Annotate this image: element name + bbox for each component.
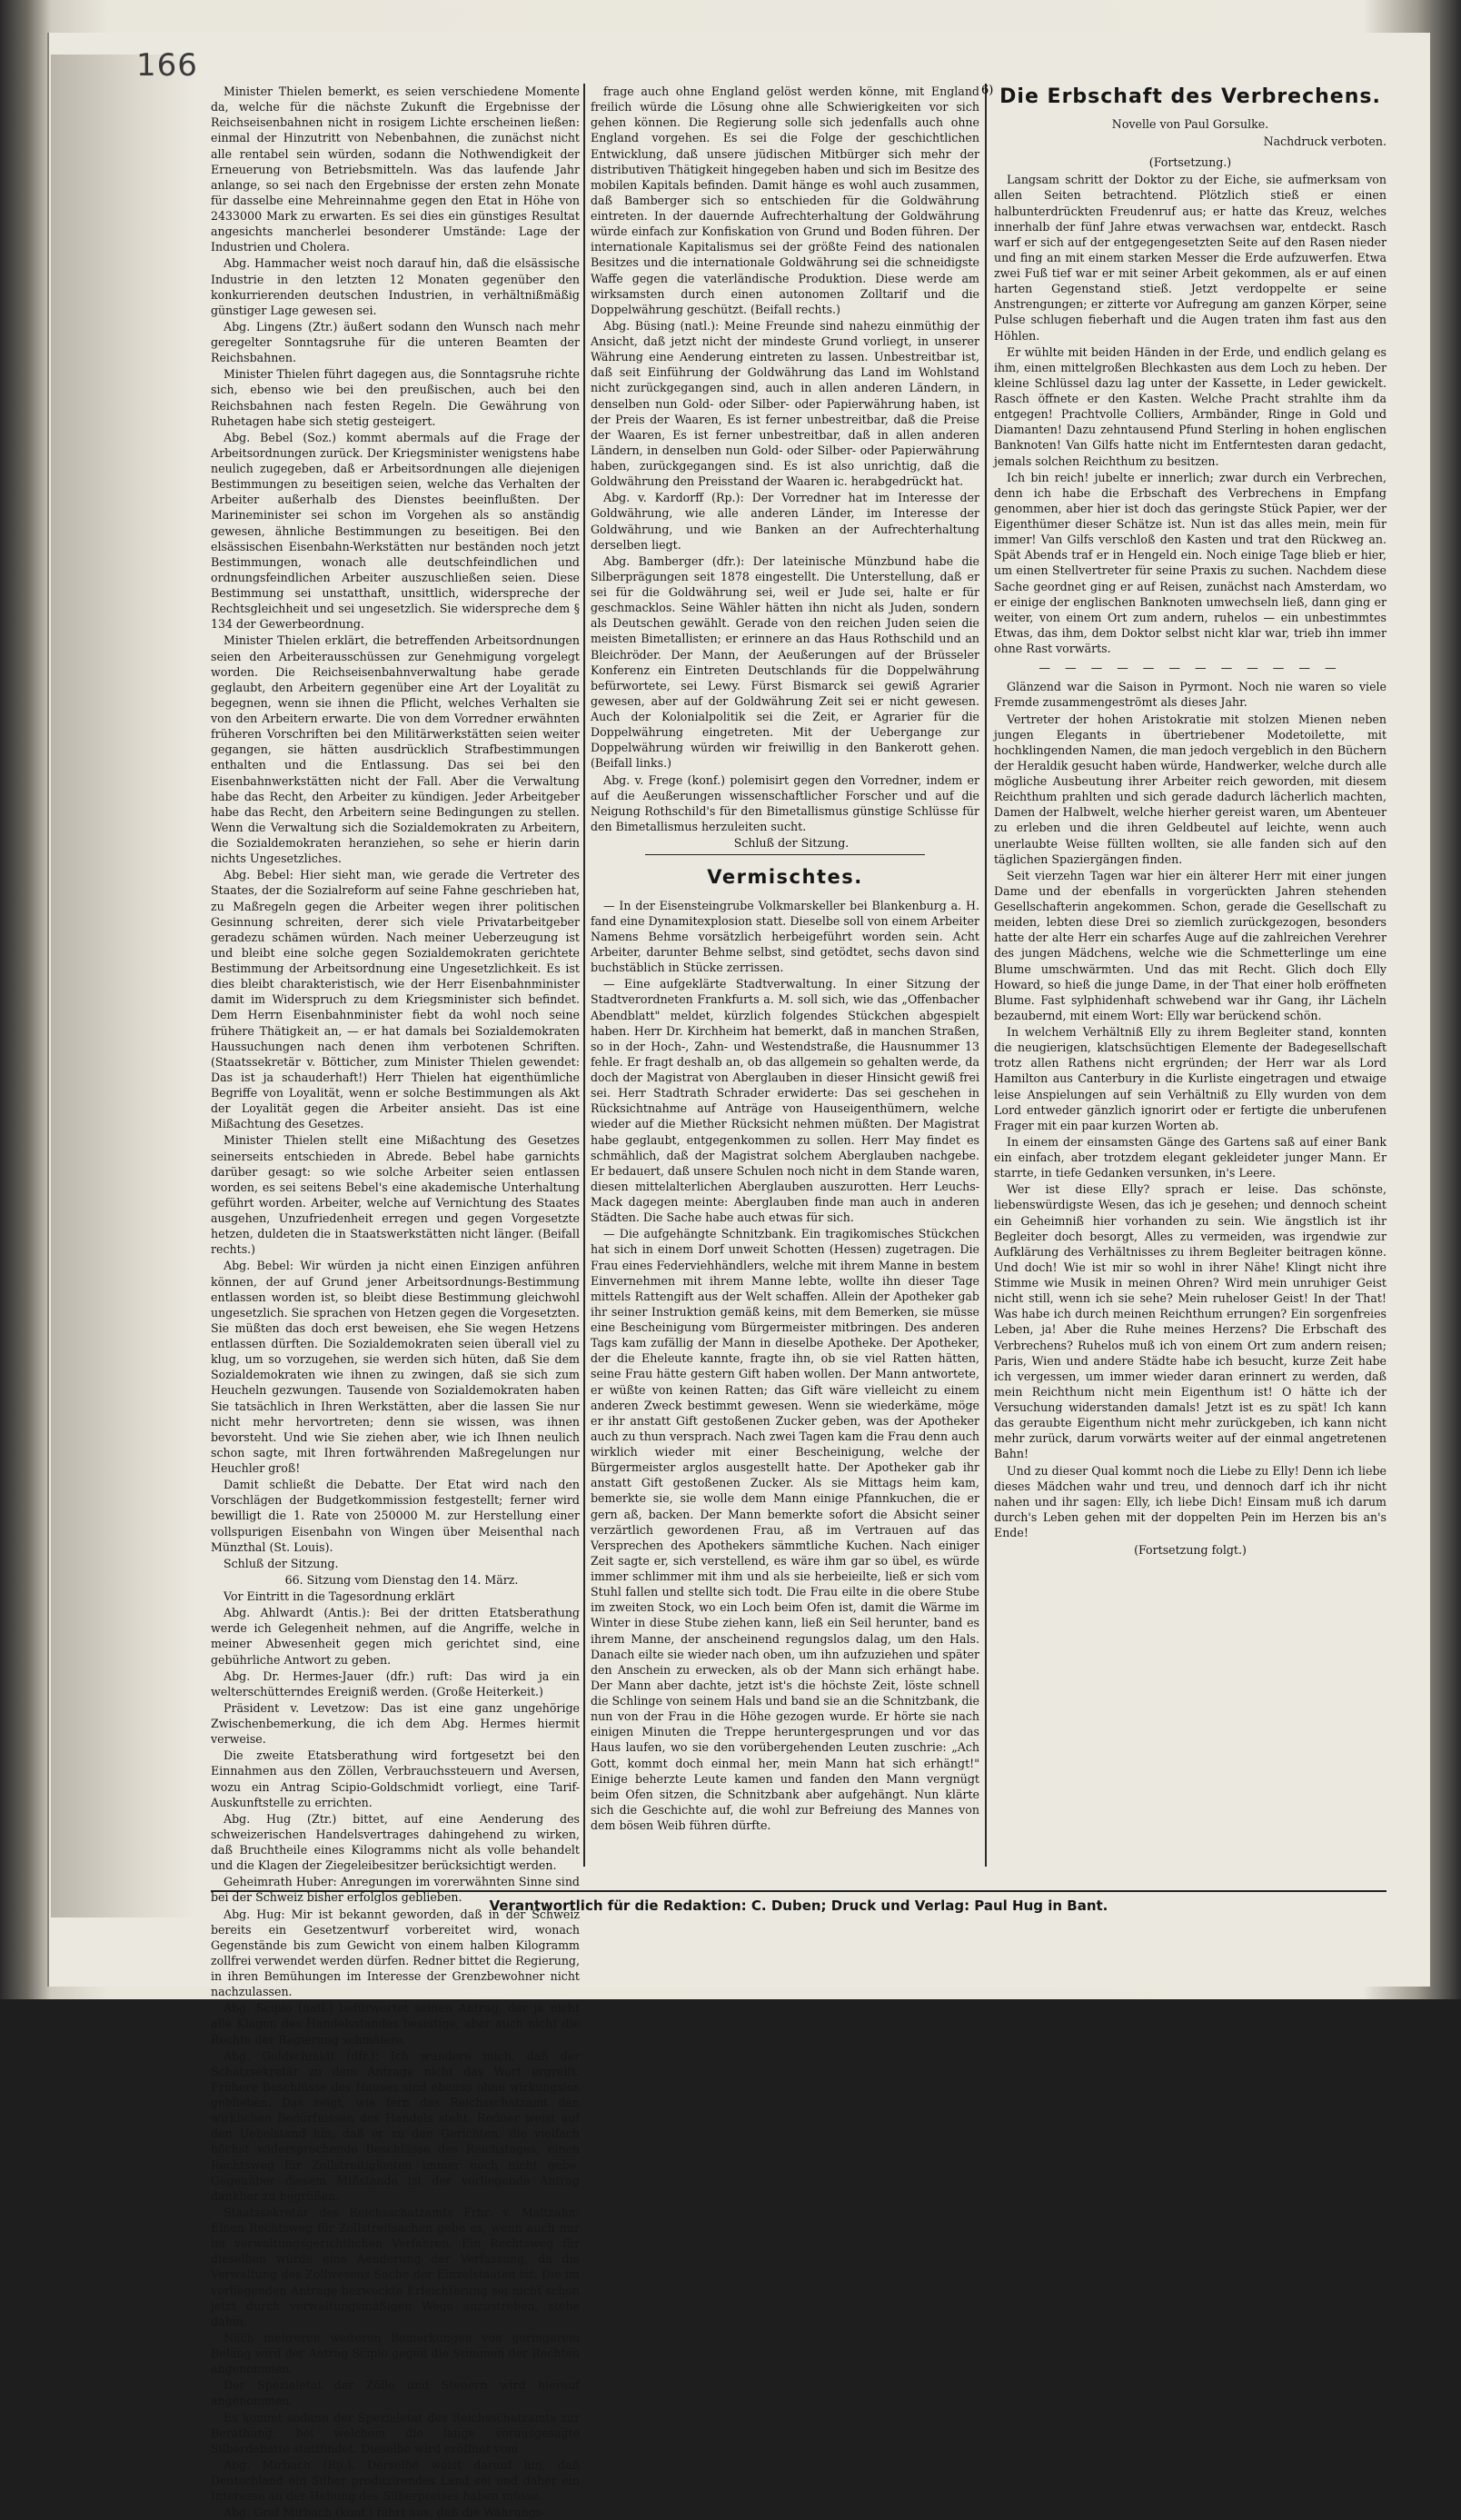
reprint-notice: Nachdruck verboten. xyxy=(1263,134,1386,149)
paragraph: Minister Thielen führt dagegen aus, die Sonntagsruhe richte sich, ebenso wie bei den preußischen, auch bei den Reichsbahnen nach festen Regeln. Die Gewährung von Ruhetagen habe sich stetig gesteigert. xyxy=(211,367,580,428)
paragraph: Schluß der Sitzung. xyxy=(224,1556,339,1570)
paragraph: Minister Thielen erklärt, die betreffenden Arbeitsordnungen seien den Arbeiterausschüssen zur Genehmigung vorgelegt worden. Die Reichseisenbahnverwaltung habe gerade geglaubt, den Arbeitern gegenüber eine Art der Loyalität zu begegnen, wenn sie ihnen die Pflicht, welches Verhalten sie von den Arbeitern erwarte. Die von dem Vorredner erwähnten früheren Vorschriften bei den Militärwerkstätten seien weiter gegangen, sie hätten ausdrücklich Strafbestimmungen enthalten und die Entlassung. Das sei bei den Eisenbahnwerkstätten nicht der Fall. Aber die Verwaltung habe das Recht, den Arbeiter zu kündigen. Jeder Arbeitgeber habe das Recht, den Arbeitern seine Bedingungen zu stellen. Wenn die Verwaltung sich die Sozialdemokraten zu Arbeitern, die Sozialdemokraten heranziehen, so sehe er hierin darin nichts Ungesetzliches. xyxy=(211,633,580,866)
paragraph: Vor Eintritt in die Tagesordnung erklärt xyxy=(224,1589,455,1603)
story-title: Die Erbschaft des Verbrechens. xyxy=(999,85,1381,108)
paragraph: Glänzend war die Saison in Pyrmont. Noch nie waren so viele Fremde zusammengeströmt als dieses Jahr. xyxy=(994,680,1386,710)
paragraph: Vertreter der hohen Aristokratie mit stolzen Mienen neben jungen Elegants in übertriebener Modetoilette, mit hochklingenden Namen, die man jedoch vergeblich in den Büchern der Heraldik gesucht haben würde, Handwerker, welche durch alle mögliche Ausbeutung ihrer Arbeiter reich geworden, mit diesem Reichthum prahlten und sich gerade dadurch lächerlich machten, Damen der Halbwelt, welche hierher gereist waren, um Abenteuer zu erleben und die ihren Geldbeutel auf leichte, wenn auch unerlaubte Weise füllten wollten, sie alle fanden sich auf den täglichen Spaziergängen finden. xyxy=(994,712,1386,866)
paragraph: Abg. Bebel: Wir würden ja nicht einen Einzigen anführen können, der auf Grund jener Arbeitsordnungs-Bestimmung entlassen worden ist, so bleibt diese Bestimmung gleichwohl ungesetzlich. Sie sprachen von Hetzen gegen die Vorgesetzten. Sie müßten das doch erst beweisen, ehe Sie wegen Hetzens entlassen dürften. Die Sozialdemokraten seien überall viel zu klug, um so vorzugehen, sie werden sich hüten, daß Sie dem Sozialdemokraten wie ihnen zu zwingen, daß sie sich zum Heucheln gezwungen. Tausende von Sozialdemokraten haben Sie tatsächlich in Ihren Werkstätten, aber die lassen Sie nur nicht mehr hervortreten; denn sie wissen, was ihnen bevorsteht. Und wie Sie ziehen aber, wie ich Ihnen neulich schon sagte, mit Ihren fortwährenden Maßregelungen nur Heuchler groß! xyxy=(211,1259,580,1475)
paragraph: In einem der einsamsten Gänge des Gartens saß auf einer Bank ein einfach, aber trotzdem elegant gekleideter junger Mann. Er starrte, in tiefe Gedanken versunken, in's Leere. xyxy=(994,1134,1386,1180)
paragraph: Präsident v. Levetzow: Das ist eine ganz ungehörige Zwischenbemerkung, die ich dem Abg. Hermes hiermit verweise. xyxy=(211,1700,580,1747)
paragraph: Abg. Büsing (natl.): Meine Freunde sind nahezu einmüthig der Ansicht, daß jetzt nicht der mindeste Grund vorliegt, in unserer Währung eine Aenderung eintreten zu lassen. Unbestreitbar ist, daß seit Einführung der Goldwährung das Land im Wohlstand nicht zurückgegangen sind, auch in allen anderen Ländern, in denselben nun Gold- oder Silber- oder Papierwährung haben, ist der Preis der Waaren, Es ist ferner unbestreitbar, daß die Preise der Waaren, Es ist ferner unbestreitbar, daß in allen anderen Ländern, in denselben nun Gold- oder Silber- oder Papierwährung haben, zurückgegangen sind. Es ist also unrichtig, daß die Goldwährung den Preisstand der Waaren ic. herabgedrückt hat. xyxy=(591,318,979,489)
paragraph: Geheimrath Huber: Anregungen im vorerwähnten Sinne sind bei der Schweiz bisher erfolglos geblieben. xyxy=(211,1875,580,1905)
paragraph: Staatssekretär des Reichsschatzamts Frhr. v. Maltzahn: Einen Rechtsweg für Zollstreitsachen gebe es, wenn auch nur im verwaltungsgerichtlichen Verfahren. Ein Rechtsweg für dieselben würde eine Aenderung der Verfassung, da die Verwaltung des Zollwesens Sache der Einzelstaaten ist. Die im vorliegenden Antrage bezweckte Erleichterung sei nicht schon jetzt durch verwaltungsmäßigen Wege anzustreben, stehe dahin. xyxy=(211,2205,580,2328)
paragraph: Minister Thielen bemerkt, es seien verschiedene Momente da, welche für die nächste Zukunft die Ergebnisse der Reichseisenbahnen nicht in rosigem Lichte erscheinen ließen: einmal der Hinzutritt von Nebenbahnen, die zunächst nicht alle rentabel sein würden, sodann die Nothwendigkeit der Erneuerung von Betriebsmitteln. Was das laufende Jahr anlange, so sei nach den Ergebnisse der ersten zehn Monate für dasselbe eine Mehreinnahme gegen den Etat in Höhe von 2433000 Mark zu erwarten. Es sei dies ein günstiges Resultat angesichts mancherlei besonderer Umstände: Lage der Industrien und Cholera. xyxy=(211,85,580,254)
paragraph: Ich bin reich! jubelte er innerlich; zwar durch ein Verbrechen, denn ich habe die Erbschaft des Verbrechens in Empfang genommen, aber hier ist doch das geringste Stück Papier, wer der Eigenthümer dieser Schätze ist. Nun ist das alles mein, mein für immer! Van Gilfs verschloß den Kasten und trat den Rückweg an. Spät Abends traf er in Hengeld ein. Noch einige Tage blieb er hier, um einen Stellvertreter für seine Praxis zu suchen. Nachdem diese Sache geordnet ging er auf Reisen, zunächst nach Amsterdam, wo er einige der englischen Banknoten umwechseln ließ, dann ging er weiter, von einem Ort zum andern, ruhelos — ein unbestimmtes Etwas, das ihm, dem Doktor selbst nicht klar war, trieb ihn immer ohne Rast vorwärts. xyxy=(994,470,1386,656)
paragraph: Minister Thielen stellt eine Mißachtung des Gesetzes seinerseits entschieden in Abrede. Bebel habe garnichts darüber gesagt: so wie solche Arbeiter seien entlassen worden, es sei seitens Bebel's eine akademische Unterhaltung geführt worden. Arbeiter, welche auf Vernichtung des Staates ausgehen, Unzufriedenheit erregen und gegen Vorgesetzte hetzen, duldeten die in Staatswerkstätten nicht länger. (Beifall rechts.) xyxy=(211,1133,580,1257)
column-serial-novel xyxy=(994,84,1386,1865)
scene-break: — — — — — — — — — — — — xyxy=(1039,661,1342,675)
news-item: — Eine aufgeklärte Stadtverwaltung. In einer Sitzung der Stadtverordneten Frankfurts a. M. soll sich, wie das „Offenbacher Abendblatt" meldet, kürzlich folgendes Stückchen abgespielt haben. Herr Dr. Kirchheim hat bemerkt, daß in manchen Straßen, so in der Hoch-, Zahn- und Westendstraße, die Hausnummer 13 fehle. Er fragt deshalb an, ob das allgemein so gehalten werde, da doch der Magistrat von Aberglauben in dieser Hinsicht gewiß frei sei. Herr Stadtrath Schrader erwiderte: Das sei geschehen in Rücksichtnahme auf Anträge von Hauseigenthümern, welche wieder auf die Miether Rücksicht nehmen müßten. Der Magistrat habe geglaubt, entgegenkommen zu sollen. Herr May findet es schmählich, daß der Magistrat solchem Aberglauben nachgebe. Er bedauert, daß unsere Schulen noch nicht in dem Stande waren, diesen mittelalterlichen Aberglauben auszurotten. Herr Leuchs-Mack dagegen meinte: Aberglauben finde man auch in anderen Städten. Die Sache habe auch etwas für sich. xyxy=(591,977,979,1225)
page-number: 166 xyxy=(136,47,198,84)
paragraph: Die zweite Etatsberathung wird fortgesetzt bei den Einnahmen aus den Zöllen, Verbrauchssteuern und Aversen, wozu ein Antrag Scipio-Goldschmidt vorliegt, eine Tarif-Auskunftstelle zu errichten. xyxy=(211,1748,580,1809)
paragraph: Abg. Hug: Mir ist bekannt geworden, daß in der Schweiz bereits ein Gesetzentwurf vorbereitet wird, wonach Gegenstände bis zum Gewicht von einem halben Kilogramm zollfrei verwendet werden dürfen. Redner bittet die Regierung, in ihren Bemühungen im Interesse der Grenzbewohner nicht nachzulassen. xyxy=(211,1907,580,1999)
paragraph: Es kommt sodann der Spezialetat des Reichsschatzamts zur Berathung, bei welchem die lange vorausgesagte Silberdebatte stattfindet. Dieselbe wird eröffnet vom xyxy=(211,2410,580,2455)
column-parliament-report xyxy=(211,84,580,2520)
paragraph: Abg. Bamberger (dfr.): Der lateinische Münzbund habe die Silberprägungen seit 1878 eingestellt. Die Unterstellung, daß er sei für die Goldwährung sei, weil er Jude sei, halte er für geschmacklos. Seine Wähler hätten ihn nicht als Juden, sondern als Deutschen gewählt. Gerade von den reichen Juden seien die meisten Bimetallisten; er erinnere an das Haus Rothschild und an Bleichröder. Der Mann, der Aeußerungen auf der Brüsseler Konferenz ein Eintreten Deutschlands für die Doppelwährung befürwortete, sei Lewy. Fürst Bismarck sei gewiß Agrarier gewesen, aber auf der Goldwährung Zeit sei er nicht gewesen. Auch der Kolonialpolitik sei die Zeit, er Agrarier für die Doppelwährung eingetreten. Mit der Uebergange zur Doppelwährung würden wir freiwillig in den Bankerott gehen. (Beifall links.) xyxy=(591,553,979,771)
paragraph: Abg. Mirbach (Rp.). Derselbe weist darauf hin, daß Deutschland ein Silber produzirendes Land sei und daher ein Interesse an der Hebung des Silberpreises haben müsse. xyxy=(211,2457,580,2504)
story-subtitle: Novelle von Paul Gorsulke. xyxy=(1111,116,1269,131)
continuation-note: (Fortsetzung.) xyxy=(1148,155,1232,170)
column-rule xyxy=(985,84,987,1867)
news-item: — Die aufgehängte Schnitzbank. Ein tragikomisches Stückchen hat sich in einem Dorf unweit Schotten (Hessen) zugetragen. Die Frau eines Federviehhändlers, welche mit ihrem Manne in bestem Einvernehmen mit ihrem Manne lebte, wollte ihn dieser Tage mittels Rattengift aus der Welt schaffen. Allein der Apotheker gab ihr seiner Instruktion gemäß keins, mit dem Bemerken, sie müsse eine Bescheinigung vom Bürgermeister mitbringen. Des anderen Tags kam zufällig der Mann in dieselbe Apotheke. Der Apotheker, der die Eheleute kannte, fragte ihn, ob sie viel Ratten hätten, seine Frau hätte gestern Gift haben wollen. Der Mann antwortete, er wüßte von keinen Ratten; das Gift wäre vielleicht zu einem anderen Zweck bestimmt gewesen. Wenn sie wiederkäme, möge er ihr anstatt Gift gestoßenen Zucker geben, was der Apotheker auch zu thun versprach. Nach zwei Tagen kam die Frau denn auch wirklich wieder mit einer Bescheinigung, welche der Bürgermeister arglos ausgestellt hatte. Der Apotheker gab ihr anstatt Gift gestoßenen Zucker. Als sie Mittags heim kam, bemerkte sie, sie wolle dem Mann einige Pfannkuchen, die er gern aß, backen. Der Mann bemerkte sofort die Absicht seiner verzärtlich gewordenen Frau, aß im Vertrauen auf das Versprechen des Apothekers sämmtliche Kuchen. Nach einiger Zeit sagte er, sich verstellend, es wäre ihm gar so übel, es würde immer schlimmer mit ihm und als sie herbeieilte, ließ er sich vom Stuhl fallen und stellte sich todt. Die Frau eilte in die obere Stube im zweiten Stock, wo ein Loch beim Ofen ist, damit die Wärme im Winter in diese Stube ziehen kann, ließ ein Seil herunter, band es ihrem Manne, der anscheinend regungslos dalag, um den Hals. Danach eilte sie wieder nach oben, um ihn aufzuziehen und später den Anschein zu erwecken, als ob der Mann sich erhängt habe. Der Mann aber dachte, jetzt ist's die höchste Zeit, löste schnell die Schlinge von seinem Hals und band sie an die Schnitzbank, die nun von der Frau in die Höhe gezogen wurde. Er hörte sie nach einigen Minuten die Treppe heruntergesprungen und vor das Haus laufen, wo sie den vorübergehenden Leuten zuschrie: „Ach Gott, kommt doch einmal her, mein Mann hat sich erhängt!" Einige beherzte Leute kamen und fanden den Mann vergnügt beim Ofen sitzen, die Schnitzbank aber aufgehängt. Nun klärte sich die Geschichte auf, die wohl zur Befreiung des Mannes von dem bösen Weib führen dürfte. xyxy=(591,1227,979,1833)
paragraph: frage auch ohne England gelöst werden könne, mit England freilich würde die Lösung ohne alle Schwierigkeiten vor sich gehen können. Die Regierung solle sich jedenfalls auch ohne England vorgehen. Es sei die Folge der geschichtlichen Entwicklung, daß unsere jüdischen Mitbürger sich mehr der distributiven Thätigkeit hingegeben haben und sich im Besitze des mobilen Kapitals befinden. Damit hänge es wohl auch zusammen, daß Bamberger sich so entschieden für die Goldwährung eintreten. In der dauernde Aufrechterhaltung der Goldwährung würde einfach zur Konfiskation von Grund und Boden führen. Der internationale Kapitalismus sei der größte Feind des nationalen Besitzes und die internationale Goldwährung sei die schneidigste Waffe gegen die vaterländische Produktion. Diese werde am wirksamsten durch einen autonomen Zolltarif und die Doppelwährung geschützt. (Beifall rechts.) xyxy=(591,85,979,316)
news-item: — In der Eisensteingrube Volkmarskeller bei Blankenburg a. H. fand eine Dynamitexplosion statt. Dieselbe soll von einem Arbeiter Namens Behme vorsätzlich herbeigeführt worden sein. Acht Arbeiter, darunter Behme selbst, sind getödtet, sechs davon sind buchstäblich in Stücke zerrissen. xyxy=(591,898,979,975)
misc-section-heading: Vermischtes. xyxy=(707,866,863,889)
column-parliament-and-misc xyxy=(591,84,979,1865)
paragraph: Der Spezialetat der Zölle und Steuern wird hierauf angenommen. xyxy=(211,2378,580,2408)
paragraph: Abg. Lingens (Ztr.) äußert sodann den Wunsch nach mehr geregelter Sonntagsruhe für die unteren Beamten der Reichsbahnen. xyxy=(211,319,580,365)
to-be-continued-note: (Fortsetzung folgt.) xyxy=(1134,1543,1247,1558)
paragraph: Langsam schritt der Doktor zu der Eiche, sie aufmerksam von allen Seiten betrachtend. Plötzlich stieß er einen halbunterdrückten Freudenruf aus; er hatte das Kreuz, welches innerhalb der fünf Jahre etwas verwachsen war, entdeckt. Rasch warf er sich auf der entgegengesetzten Seite auf den Rasen nieder und fing an mit einem starken Messer die Erde aufzuwerfen. Etwa zwei Fuß tief war er mit seiner Arbeit gekommen, als er auf einen harten Gegenstand stieß. Jetzt verdoppelte er seine Anstrengungen; er zitterte vor Aufregung am ganzen Körper, seine Pulse schlugen fieberhaft und die Augen traten ihm fast aus den Höhlen. xyxy=(994,173,1386,343)
imprint-footer: Verantwortlich für die Redaktion: C. Duben; Druck und Verlag: Paul Hug in Bant. xyxy=(211,1890,1386,1914)
paragraph: Und zu dieser Qual kommt noch die Liebe zu Elly! Denn ich liebe dieses Mädchen wahr und treu, und dennoch darf ich ihr nicht nahen und ihr sagen: Elly, ich liebe Dich! Einsam muß ich darum durch's Leben gehen mit der doppelten Pein im Herzen bis an's Ende! xyxy=(994,1463,1386,1540)
paragraph: Abg. Ahlwardt (Antis.): Bei der dritten Etatsberathung werde ich Gelegenheit nehmen, auf die Angriffe, welche in meiner Abwesenheit gegen mich gerichtet sind, eine gebührliche Antwort zu geben. xyxy=(211,1606,580,1667)
paragraph: Abg. Hammacher weist noch darauf hin, daß die elsässische Industrie in den letzten 12 Monaten gegenüber den konkurrierenden deutschen Industrien, in verhältnißmäßig günstiger Lage gewesen sei. xyxy=(211,256,580,317)
paragraph: Abg. Goldschmidt (dfr.): Ich wundere mich, daß der Schatzsekretär zu dem Antrage nicht das Wort ergreift. Frühere Beschlüsse des Hauses sind ebenso ohne wirkungslos geblieben. Das zeigt, wie fern das Reichsschatzamt den wirklichen Bedürfnissen des Handels steht. Redner weist auf den Uebelstand hin, daß er zu den Gerichten, die vielfach höchst widersprechende Beschlüsse des Reichstages, einen Rechtsweg für Zollstreitigkeiten immer noch nicht gebe. Gegenüber diesem Mißstande ist der vorliegende Antrag dankbar zu begrüßen. xyxy=(211,2048,580,2203)
paragraph: Abg. v. Frege (konf.) polemisirt gegen den Vorredner, indem er auf die Aeußerungen wissenschaftlicher Forscher und auf die Neigung Rothschild's für den Bimetallismus günstige Schlüsse für den Bimetallismus herzuleiten sucht. xyxy=(591,772,979,833)
paragraph: Abg. Hug (Ztr.) bittet, auf eine Aenderung des schweizerischen Handelsvertrages dahingehend zu wirken, daß Bruchtheile eines Kilogramms nicht als volle behandelt und die Klagen der Ziegeleibesitzer berücksichtigt werden. xyxy=(211,1811,580,1873)
paragraph: Wer ist diese Elly? sprach er leise. Das schönste, liebenswürdigste Wesen, das ich je gesehen; und dennoch scheint ein Geheimniß hier vorhanden zu sein. Wie ängstlich ist ihr Begleiter doch besorgt, Alles zu vermeiden, was irgendwie zur Aufklärung des Verhältnisses zu ihrem Begleiter beitragen könne. Und doch! Wie ist mir so wohl in ihrer Nähe! Klingt nicht ihre Stimme wie Musik in meinen Ohren? Wird mein unruhiger Geist nicht still, wenn ich sie sehe? Mein ruheloser Geist! In der That! Was habe ich durch meinen Reichthum errungen? Ein sorgenfreies Leben, ja! Aber die Ruhe meines Herzens? Die Erbschaft des Verbrechens? Ruhelos muß ich von einem Ort zum andern reisen; Paris, Wien und andere Städte habe ich besucht, kurze Zeit habe ich vergessen, um immer wieder daran erinnert zu werden, daß mein Reichthum nicht mein Eigenthum ist! O hätte ich der Versuchung widerstanden damals! Jetzt ist es zu spät! Ich kann das geraubte Eigenthum nicht mehr zurückgeben, ich kann nicht mehr zurück, darum vorwärts weiter auf der einmal angetretenen Bahn! xyxy=(994,1182,1386,1461)
paragraph: Abg. Graf Mirbach (konf.) führt aus, daß die Währungs- xyxy=(224,2505,546,2520)
paragraph: Nach mehreren weiteren Bemerkungen von geringerem Belang wird der Antrag Scipio gegen die Stimmen der Rechten angenommen. xyxy=(211,2330,580,2376)
binding-shadow xyxy=(51,55,196,1917)
paragraph: Seit vierzehn Tagen war hier ein älterer Herr mit einer jungen Dame und der ebenfalls in vorgerückten Jahren stehenden Gesellschafterin angekommen. Schon, gerade die Gesellschaft zu meiden, lebten diese Drei so ziemlich zurückgezogen, besonders hatte der alte Herr ein scharfes Auge auf die zahlreichen Verehrer des jungen Mädchens, welche wie die Schmetterlinge um eine Blume umschwärmten. Und das mit Recht. Glich doch Elly Howard, so hieß die junge Dame, in der That einer holb eröffneten Blume. Fast sylphidenhaft schwebend war ihr Gang, ihr Lächeln bezaubernd, mit einem Wort: Elly war berückend schön. xyxy=(994,868,1386,1022)
column-rule xyxy=(583,84,585,1867)
paragraph: Abg. Bebel (Soz.) kommt abermals auf die Frage der Arbeitsordnungen zurück. Der Kriegsminister wenigstens habe neulich zugegeben, daß er Arbeitsordnungen alle diejenigen Bestimmungen zu beseitigen seien, welche das Verhalten der Arbeiter außerhalb des Dienstes beeinflußten. Der Marineminister sei schon im Vorgehen als so anständig gewesen, ähnliche Bestimmungen zu beseitigen. Bei den elsässischen Eisenbahn-Werkstätten nur beständen noch jetzt Bestimmungen, wonach alle deutschfeindlichen und ordnungsfeindlichen Arbeiter auszuschließen seien. Diese Bestimmung sei unstatthaft, unsittlich, widerspreche der Rechtsgleichheit und sei ungesetzlich. Sie widerspreche dem § 134 der Gewerbeordnung. xyxy=(211,430,580,632)
paragraph: In welchem Verhältniß Elly zu ihrem Begleiter stand, konnten die neugierigen, klatschsüchtigen Elemente der Badegesellschaft trotz allen Rathens nicht ergründen; der Herr war als Lord Hamilton aus Canterbury in die Kurliste eingetragen und etwaige leise Anspielungen auf sein Verhältniß zu Elly wurden von dem Lord entweder gänzlich ignorirt oder er fertigte die unberufenen Frager mit ein paar kurzen Worten ab. xyxy=(994,1025,1386,1132)
section-divider xyxy=(645,854,925,855)
paragraph: Abg. Scipio (natl.) befürwortet seinen Antrag, der ja nicht alle Klagen des Handelsstandes beseitige, aber auch nicht die Rechte der Regierung schmälere. xyxy=(211,2001,580,2047)
paragraph: Er wühlte mit beiden Händen in der Erde, und endlich gelang es ihm, einen mittelgroßen Blechkasten aus dem Loch zu heben. Der kleine Schlüssel dazu lag unter der Kassette, in Leder gewickelt. Rasch öffnete er den Kasten. Welche Pracht strahlte ihm da entgegen! Prachtvolle Colliers, Armbänder, Ringe in Gold und Diamanten! Dazu zehntausend Pfund Sterling in hohen englischen Banknoten! Van Gilfs hatte nicht im Entferntesten daran gedacht, jemals solchen Reichthum zu besitzen. xyxy=(994,344,1386,468)
story-instalment-number: 6) xyxy=(981,84,994,97)
paragraph: Damit schließt die Debatte. Der Etat wird nach den Vorschlägen der Budgetkommission festgestellt; ferner wird bewilligt die 1. Rate von 250000 M. zur Herstellung einer vollspurigen Eisenbahn von Wingen über Meisenthal nach Münzthal (St. Louis). xyxy=(211,1478,580,1554)
paragraph: Abg. v. Kardorff (Rp.): Der Vorredner hat im Interesse der Goldwährung, wie alle anderen Länder, im Interesse der Goldwährung, und wie Banken an der Aufrechterhaltung derselben liegt. xyxy=(591,491,979,552)
paragraph: Abg. Bebel: Hier sieht man, wie gerade die Vertreter des Staates, der die Sozialreform auf seine Fahne geschrieben hat, zu Maßregeln gegen die Arbeiter wegen ihrer politischen Gesinnung schreiten, derer sich viele Privatarbeitgeber geradezu schämen würden. Nach meiner Ueberzeugung ist und bleibt eine solche gegen Sozialdemokraten gerichtete Bestimmung der Arbeitsordnung eine Ungesetzlichkeit. Es ist dies bleibt charakteristisch, wie der Herr Eisenbahnminister damit im Widerspruch zu dem Kriegsminister sich befindet. Dem Herrn Eisenbahnminister fiebt da wohl noch seine frühere Thätigkeit an, — er hat damals bei Sozialdemokraten Haussuchungen nach denen ihm verbotenen Schriften. (Staatssekretär v. Bötticher, zum Minister Thielen gewendet: Das ist ja schauderhaft!) Herr Thielen hat eigenthümliche Begriffe von Loyalität, wenn er solche Bestimmungen als Akt der Loyalität gegen die Arbeiter ansieht. Das ist eine Mißachtung des Gesetzes. xyxy=(211,868,580,1131)
session-heading: 66. Sitzung vom Dienstag den 14. März. xyxy=(284,1572,519,1587)
session-closing: Schluß der Sitzung. xyxy=(733,836,850,850)
paragraph: Abg. Dr. Hermes-Jauer (dfr.) ruft: Das wird ja ein welterschütterndes Ereigniß werden. (Große Heiterkeit.) xyxy=(211,1668,580,1698)
